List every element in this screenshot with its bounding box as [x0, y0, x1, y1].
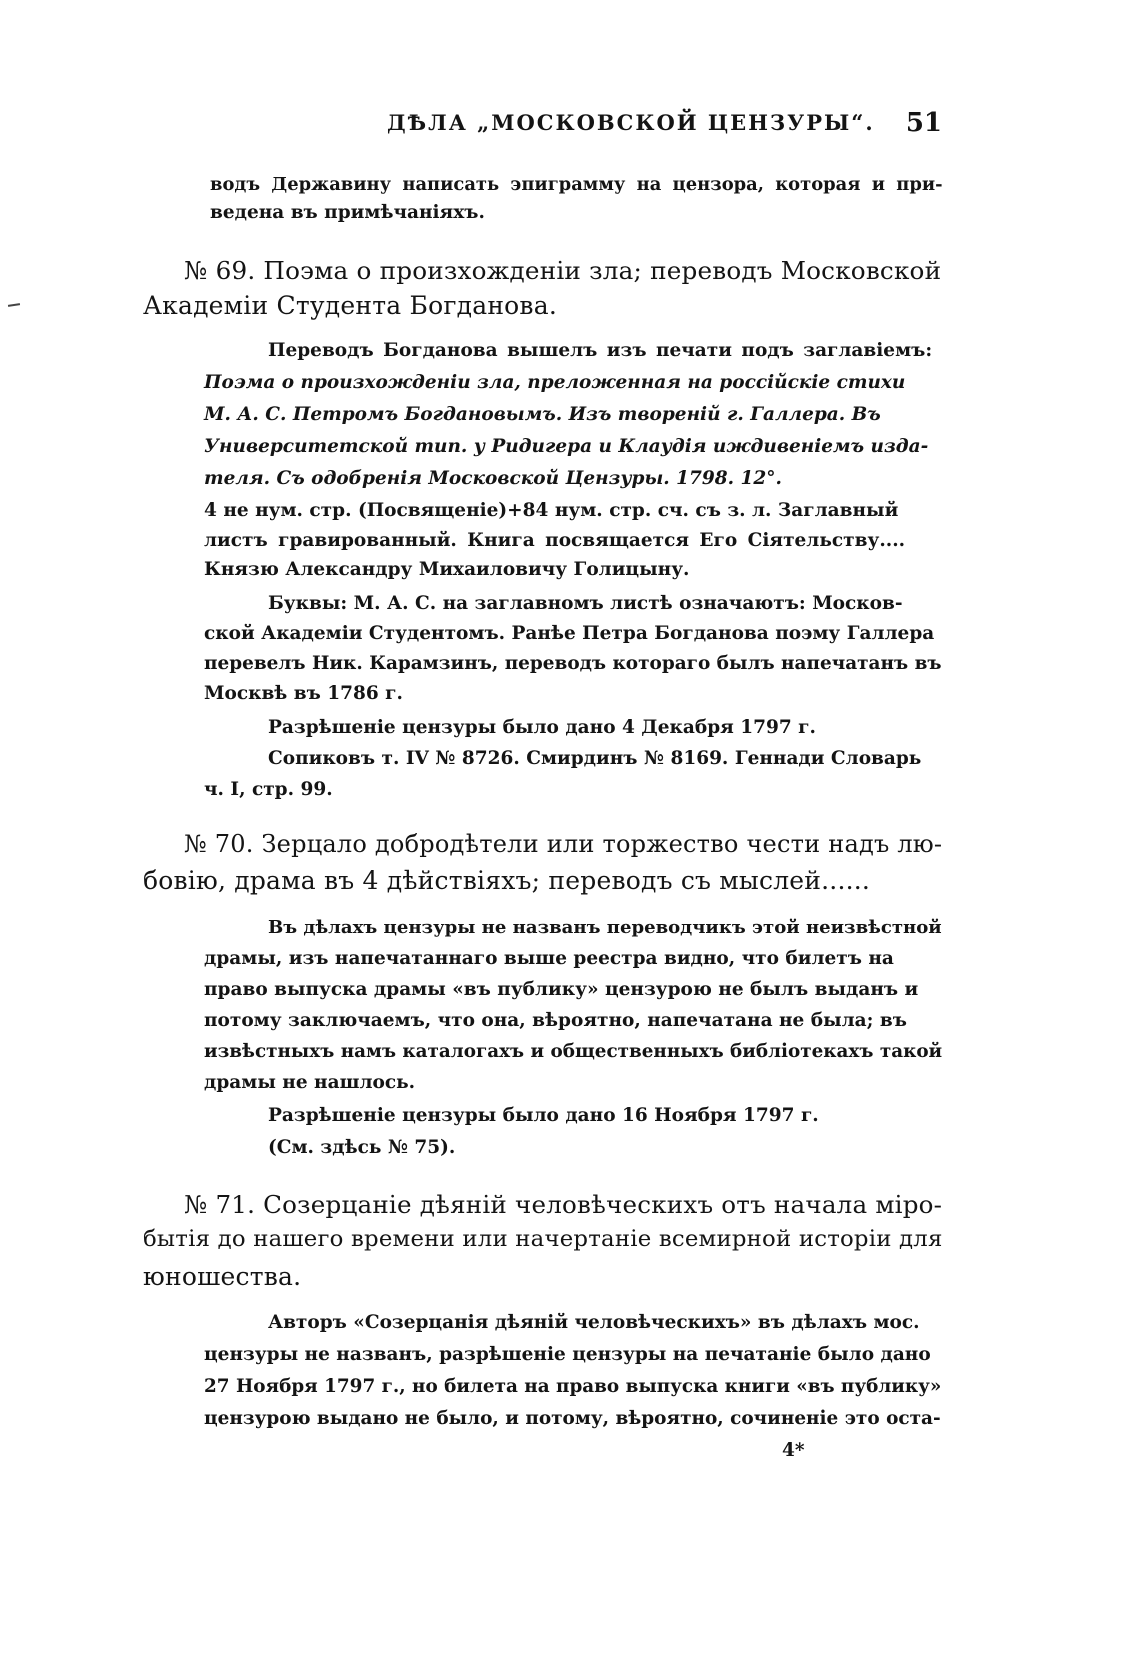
text-line: драмы, изъ напечатаннаго выше реестра видно, что билетъ на: [204, 948, 894, 969]
entry-heading: бовію, драма въ 4 дѣйствіяхъ; переводъ съ мыслей......: [143, 866, 871, 895]
text-line: 27 Ноября 1797 г., но билета на право выпуска книги «въ публику»: [204, 1376, 942, 1397]
entry-heading: юношества.: [143, 1262, 302, 1291]
text-line: извѣстныхъ намъ каталогахъ и общественныхъ библіотекахъ такой: [204, 1041, 943, 1062]
text-line: (См. здѣсь № 75).: [268, 1137, 456, 1158]
text-line: Университетской тип. у Ридигера и Клаудія иждивеніемъ изда-: [204, 436, 929, 457]
text-line: перевелъ Ник. Карамзинъ, переводъ котораго былъ напечатанъ въ: [204, 653, 942, 674]
text-line: М. А. С. Петромъ Богдановымъ. Изъ твореній г. Галлера. Въ: [204, 404, 881, 425]
text-line: цензуры не названъ, разрѣшеніе цензуры на печатаніе было дано: [204, 1344, 931, 1365]
entry-heading: № 69. Поэма о произхожденіи зла; переводъ Московской: [184, 256, 942, 285]
text-line: Князю Александру Михаиловичу Голицыну.: [204, 559, 690, 580]
text-line: Разрѣшеніе цензуры было дано 4 Декабря 1797 г.: [268, 717, 816, 738]
text-line: Сопиковъ т. IV № 8726. Смирдинъ № 8169. Геннади Словарь: [268, 748, 922, 769]
text-line: драмы не нашлось.: [204, 1072, 416, 1093]
text-line: теля. Съ одобренія Московской Цензуры. 1798. 12°.: [204, 468, 782, 489]
text-line: Буквы: М. А. С. на заглавномъ листѣ означаютъ: Москов-: [268, 593, 903, 614]
text-line: ч. I, стр. 99.: [204, 779, 333, 800]
text-line: потому заключаемъ, что она, вѣроятно, напечатана не была; въ: [204, 1010, 907, 1031]
entry-heading: Академіи Студента Богданова.: [143, 291, 557, 320]
text-line: Переводъ Богданова вышелъ изъ печати подъ заглавіемъ:: [268, 340, 933, 361]
text-line: Въ дѣлахъ цензуры не названъ переводчикъ этой неизвѣстной: [268, 917, 942, 938]
entry-heading: № 71. Созерцаніе дѣяній человѣческихъ отъ начала міро-: [184, 1190, 943, 1219]
text-line: право выпуска драмы «въ публику» цензурою не былъ выданъ и: [204, 979, 919, 1000]
text-line: водъ Державину написать эпиграмму на цензора, которая и при-: [210, 174, 943, 195]
entry-heading: № 70. Зерцало добродѣтели или торжество чести надъ лю-: [184, 830, 943, 858]
text-line: Авторъ «Созерцанія дѣяній человѣческихъ» въ дѣлахъ мос.: [268, 1312, 920, 1333]
entry-heading: бытія до нашего времени или начертаніе всемирной исторіи для: [143, 1226, 943, 1252]
running-header: [387, 108, 942, 144]
text-line: ской Академіи Студентомъ. Ранѣе Петра Богданова поэму Галлера: [204, 623, 935, 644]
text-line: цензурою выдано не было, и потому, вѣроятно, сочиненіе это оста-: [204, 1408, 941, 1429]
signature-mark: 4*: [782, 1440, 805, 1461]
running-title: ДѢЛА „МОСКОВСКОЙ ЦЕНЗУРЫ“.: [387, 110, 875, 135]
page-number: 51: [905, 108, 942, 138]
text-line: Москвѣ въ 1786 г.: [204, 683, 403, 704]
text-line: 4 не нум. стр. (Посвященіе)+84 нум. стр. сч. съ з. л. Заглавный: [204, 500, 899, 521]
text-line: Поэма о произхожденіи зла, преложенная на россійскіе стихи: [204, 372, 906, 393]
text-line: Разрѣшеніе цензуры было дано 16 Ноября 1797 г.: [268, 1105, 819, 1126]
margin-mark: [8, 303, 20, 307]
text-line: ведена въ примѣчаніяхъ.: [210, 202, 485, 223]
text-line: листъ гравированный. Книга посвящается Его Сіятельству....: [204, 530, 906, 551]
